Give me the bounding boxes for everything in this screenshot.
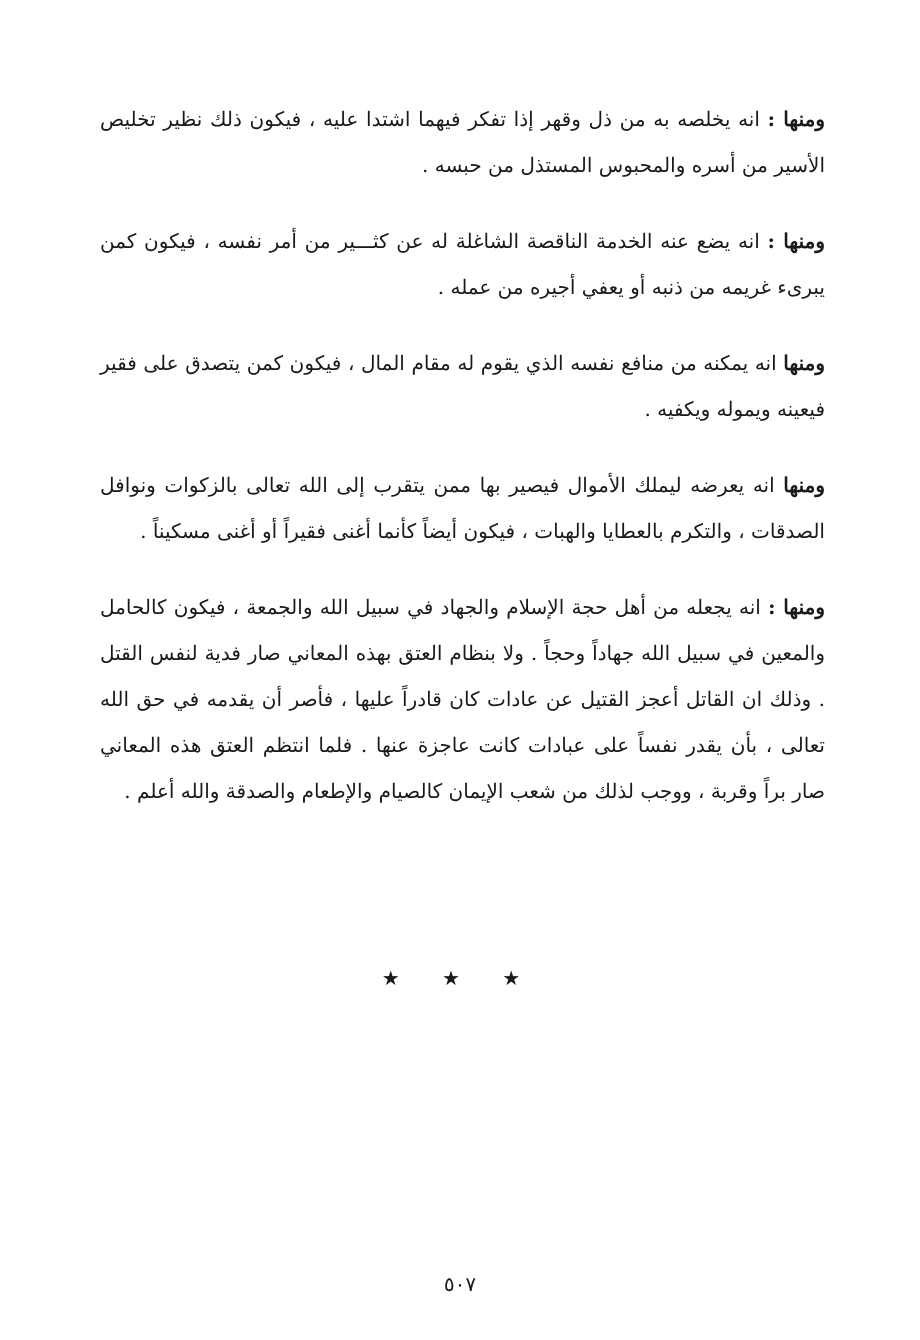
paragraph-2: [100, 218, 825, 310]
paragraph-1: [100, 96, 825, 188]
paragraph-lead: ومنها :: [767, 229, 825, 253]
paragraph-5: [100, 584, 825, 814]
paragraph-lead: ومنها :: [767, 107, 825, 131]
paragraph-text: انه يضع عنه الخدمة الناقصة الشاغلة له عن كثـــير من أمر نفسه ، فيكون كمن يبرىء غريمه من ذنبه أو يعفي أجيره من عمله .: [100, 229, 825, 299]
paragraph-3: [100, 340, 825, 432]
paragraph-lead: ومنها: [783, 351, 825, 375]
body-text: [100, 96, 825, 844]
paragraph-text: انه يعرضه ليملك الأموال فيصير بها ممن يتقرب إلى الله تعالى بالزكوات ونوافل الصدقات ، والتكرم بالعطايا والهبات ، فيكون أيضاً كأنما أغنى فقيراً أو أغنى مسكيناً .: [100, 473, 825, 543]
paragraph-text: انه يجعله من أهل حجة الإسلام والجهاد في سبيل الله والجمعة ، فيكون كالحامل والمعين في سبيل الله جهاداً وحجاً . ولا بنظام العتق بهذه المعاني صار فدية لنفس القتل . وذلك ان القاتل أعجز القتيل عن عادات كان قادراً عليها ، فأصر أن يقدمه في حق الله تعالى ، بأن يقدر نفساً على عبادات كانت عاجزة عنها . فلما انتظم العتق هذه المعاني صار براً وقربة ، ووجب لذلك من شعب الإيمان كالصيام والإطعام والصدقة والله أعلم .: [100, 595, 825, 803]
paragraph-4: [100, 462, 825, 554]
paragraph-text: انه يخلصه به من ذل وقهر إذا تفكر فيهما اشتدا عليه ، فيكون ذلك نظير تخليص الأسير من أسره والمحبوس المستذل من حبسه .: [100, 107, 825, 177]
section-ornament: ★ ★ ★: [381, 966, 539, 990]
paragraph-lead: ومنها: [783, 473, 826, 497]
page-number: ٥٠٧: [443, 1272, 477, 1296]
paragraph-lead: ومنها :: [768, 595, 825, 619]
paragraph-text: انه يمكنه من منافع نفسه الذي يقوم له مقام المال ، فيكون كمن يتصدق على فقير فيعينه ويموله ويكفيه .: [100, 351, 825, 421]
